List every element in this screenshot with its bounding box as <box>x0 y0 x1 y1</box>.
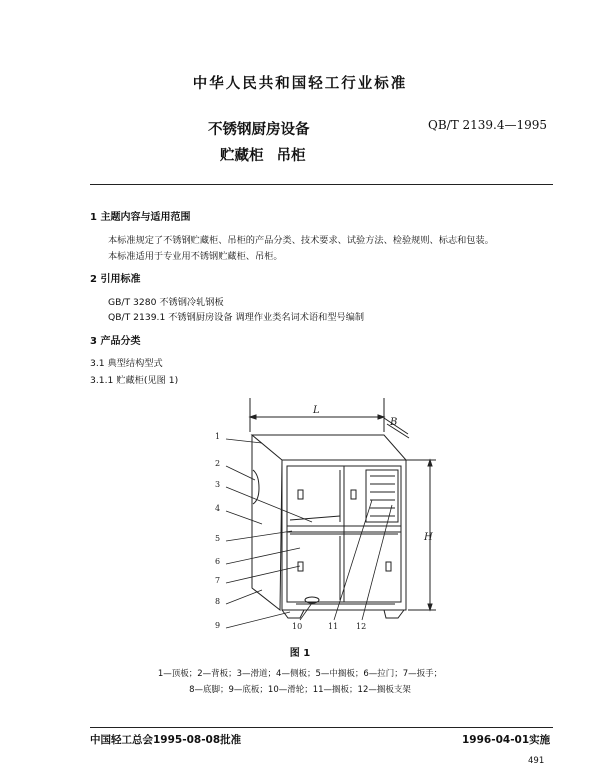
callout-2: 2 <box>215 459 221 468</box>
length-label: L <box>313 405 320 416</box>
document-header: 中华人民共和国轻工行业标准 <box>192 76 408 92</box>
cabinet-body <box>252 435 406 618</box>
figure-caption-line2: 8—底脚；9—底板；10—滑轮；11—搁板；12—搁板支架 <box>189 685 411 695</box>
standard-number: QB/T 2139.4—1995 <box>428 118 548 132</box>
footer-rule <box>90 727 553 728</box>
callout-6: 6 <box>215 557 221 566</box>
section-2-heading: 2 引用标准 <box>90 274 141 285</box>
length-dimension <box>250 398 384 432</box>
reference-1: GB/T 3280 不锈钢冷轧钢板 <box>108 297 224 308</box>
section-3-heading: 3 产品分类 <box>90 336 141 347</box>
callout-5: 5 <box>215 534 221 543</box>
section-1-paragraph-1: 本标准规定了不锈钢贮藏柜、吊柜的产品分类、技术要求、试验方法、检验规则、标志和包装。 <box>108 235 494 246</box>
height-dimension <box>406 460 436 610</box>
callout-12: 12 <box>356 622 367 631</box>
height-label: H <box>424 532 433 543</box>
storage-cabinet-drawing <box>0 385 600 640</box>
subsection-3-1-1: 3.1.1 贮藏柜(见图 1) <box>90 375 179 386</box>
implementation-date: 1996-04-01实施 <box>462 734 551 746</box>
section-1-heading: 1 主题内容与适用范围 <box>90 212 191 223</box>
document-title-line1: 不锈钢厨房设备 <box>208 122 310 138</box>
callout-11: 11 <box>328 622 339 631</box>
figure-title: 图 1 <box>289 648 311 659</box>
reference-2: QB/T 2139.1 不锈钢厨房设备 调理作业类名词术语和型号编制 <box>108 312 365 323</box>
callout-9: 9 <box>215 621 221 630</box>
document-title-line2: 贮藏柜 吊柜 <box>220 148 306 164</box>
callout-1: 1 <box>215 432 221 441</box>
header-rule <box>90 184 553 185</box>
section-1-paragraph-2: 本标准适用于专业用不锈钢贮藏柜、吊柜。 <box>108 251 283 262</box>
callout-10: 10 <box>292 622 303 631</box>
callout-8: 8 <box>215 597 221 606</box>
approval-date: 中国轻工总会1995-08-08批准 <box>90 734 242 746</box>
page-number: 491 <box>528 756 545 766</box>
callout-3: 3 <box>215 480 221 489</box>
callout-7: 7 <box>215 576 221 585</box>
figure-caption-line1: 1—顶板；2—背板；3—滑道；4—侧板；5—中搁板；6—拉门；7—扳手； <box>157 669 443 679</box>
callout-4: 4 <box>215 504 221 513</box>
subsection-3-1: 3.1 典型结构型式 <box>90 358 163 369</box>
depth-label: B <box>390 417 398 428</box>
depth-dimension <box>384 417 409 438</box>
